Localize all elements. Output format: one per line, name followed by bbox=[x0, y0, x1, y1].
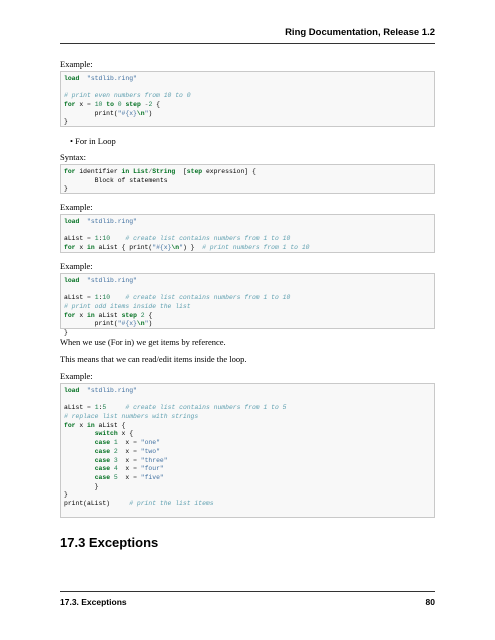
paragraph: When we use (For in) we get items by reference. bbox=[60, 337, 226, 347]
code-token: = bbox=[133, 447, 137, 455]
code-token: 1 bbox=[94, 404, 99, 412]
code-token: } bbox=[64, 329, 68, 337]
code-token: x bbox=[75, 421, 88, 429]
code-token: 2 bbox=[148, 101, 153, 109]
code-token: "one" bbox=[140, 439, 160, 447]
footer-rule bbox=[60, 591, 435, 592]
code-token: print( bbox=[64, 320, 118, 328]
code-token: step bbox=[125, 101, 141, 109]
code-token: 1 bbox=[113, 439, 118, 447]
code-token: } bbox=[64, 491, 68, 499]
code-token: } bbox=[64, 482, 99, 490]
code-token: } bbox=[64, 185, 68, 193]
code-line bbox=[64, 235, 434, 244]
code-line bbox=[64, 101, 434, 110]
code-token: in bbox=[87, 421, 95, 429]
code-token: : bbox=[98, 294, 103, 302]
code-line bbox=[64, 312, 434, 321]
code-token: load bbox=[64, 387, 80, 394]
code-token bbox=[64, 439, 95, 446]
code-token: x bbox=[75, 101, 88, 109]
code-token: "#{x} bbox=[152, 244, 172, 252]
code-token: = bbox=[87, 101, 91, 109]
code-line bbox=[64, 430, 434, 439]
code-line bbox=[64, 404, 434, 413]
bullet-text: For in Loop bbox=[75, 136, 116, 146]
code-token: String bbox=[152, 168, 176, 175]
code-token: switch bbox=[94, 430, 118, 438]
code-token: x bbox=[117, 447, 134, 455]
code-block bbox=[60, 164, 435, 194]
code-token bbox=[64, 430, 95, 437]
code-token: "#{x} bbox=[117, 109, 137, 117]
code-token: - bbox=[144, 101, 149, 109]
code-line bbox=[64, 413, 434, 422]
code-token: = bbox=[87, 404, 91, 412]
code-token: to bbox=[106, 101, 114, 109]
section-heading: 17.3 Exceptions bbox=[60, 535, 159, 550]
code-token: 5 bbox=[102, 404, 107, 412]
code-token: # create list contains numbers from 1 to 10 bbox=[125, 294, 291, 302]
code-token: Block of statements bbox=[64, 176, 168, 184]
code-token: # print numbers from 1 to 10 bbox=[202, 244, 310, 252]
code-token: 1 bbox=[94, 235, 99, 243]
code-line bbox=[64, 177, 434, 186]
code-token bbox=[64, 457, 95, 464]
code-token: 10 bbox=[102, 235, 111, 243]
code-token: " bbox=[144, 320, 149, 328]
code-block bbox=[60, 383, 435, 518]
paragraph: Example: bbox=[60, 202, 93, 212]
code-token: 10 bbox=[102, 294, 111, 302]
code-token: # create list contains numbers from 1 to 5 bbox=[125, 404, 287, 412]
code-token: case bbox=[94, 447, 111, 455]
code-line bbox=[64, 303, 434, 312]
code-line bbox=[64, 387, 434, 396]
code-token: case bbox=[94, 465, 111, 473]
code-line bbox=[64, 448, 434, 457]
code-token: aList { bbox=[94, 421, 126, 429]
code-token: for bbox=[64, 311, 76, 319]
code-token: 4 bbox=[113, 465, 118, 473]
code-token: print(aList) bbox=[64, 499, 130, 507]
bullet-item bbox=[70, 136, 116, 146]
code-token: x bbox=[117, 465, 134, 473]
code-line bbox=[64, 118, 434, 127]
code-token: \n bbox=[171, 244, 180, 252]
code-block bbox=[60, 71, 435, 127]
code-token: "stdlib.ring" bbox=[87, 387, 137, 394]
code-token: ) } bbox=[182, 244, 203, 252]
code-token: } bbox=[64, 118, 68, 126]
code-line bbox=[64, 465, 434, 474]
code-line bbox=[64, 75, 434, 84]
code-token: step bbox=[121, 311, 137, 319]
paragraph: Example: bbox=[60, 371, 93, 381]
code-token: " bbox=[144, 109, 149, 117]
code-token: print( bbox=[64, 109, 118, 117]
code-token: "five" bbox=[140, 473, 164, 481]
code-line bbox=[64, 474, 434, 483]
paragraph: Example: bbox=[60, 261, 93, 271]
running-header: Ring Documentation, Release 1.2 bbox=[285, 27, 435, 38]
code-token bbox=[64, 474, 95, 481]
code-token: expression] { bbox=[202, 168, 256, 175]
code-token: identifier bbox=[75, 168, 122, 175]
code-token: 5 bbox=[113, 473, 118, 481]
code-line bbox=[64, 92, 434, 101]
code-token bbox=[64, 448, 95, 455]
code-token: ) bbox=[148, 109, 153, 117]
footer-section: 17.3. Exceptions bbox=[60, 597, 127, 607]
code-token: \n bbox=[136, 320, 145, 328]
paragraph: Example: bbox=[60, 59, 93, 69]
code-line bbox=[64, 168, 434, 177]
code-block bbox=[60, 273, 435, 337]
code-token: case bbox=[94, 456, 111, 464]
code-line bbox=[64, 439, 434, 448]
code-token: # print odd items inside the list bbox=[64, 303, 191, 311]
code-token: x bbox=[117, 456, 134, 464]
code-token: = bbox=[87, 235, 91, 243]
code-token: case bbox=[94, 473, 111, 481]
code-token: load bbox=[64, 75, 80, 82]
code-token bbox=[110, 294, 125, 301]
code-token: ) bbox=[148, 320, 153, 328]
code-token: = bbox=[133, 473, 137, 481]
page-number: 80 bbox=[425, 597, 435, 607]
code-token: aList bbox=[94, 311, 122, 319]
code-token: x bbox=[117, 439, 134, 447]
code-line bbox=[64, 286, 434, 295]
code-line bbox=[64, 227, 434, 236]
code-token: { bbox=[144, 311, 153, 319]
code-token: 1 bbox=[94, 294, 99, 302]
code-token: x { bbox=[117, 430, 134, 438]
paragraph: Syntax: bbox=[60, 152, 86, 162]
code-token: = bbox=[133, 456, 137, 464]
code-token: # print even numbers from 10 to 0 bbox=[64, 92, 191, 100]
code-token: for bbox=[64, 101, 76, 109]
code-token: "stdlib.ring" bbox=[87, 75, 137, 82]
code-token: # create list contains numbers from 1 to 10 bbox=[125, 235, 291, 243]
code-token: = bbox=[133, 465, 137, 473]
code-token bbox=[79, 277, 87, 284]
code-token: 0 bbox=[117, 101, 122, 109]
code-line bbox=[64, 320, 434, 329]
code-block bbox=[60, 214, 435, 253]
code-token bbox=[79, 387, 87, 394]
code-token: 2 bbox=[140, 311, 145, 319]
code-token: aList { print( bbox=[94, 244, 153, 252]
code-line bbox=[64, 84, 434, 93]
code-line bbox=[64, 294, 434, 303]
code-token: 10 bbox=[94, 101, 103, 109]
code-token: "stdlib.ring" bbox=[87, 277, 137, 284]
code-token bbox=[64, 465, 95, 472]
code-token: { bbox=[152, 101, 160, 109]
code-token: in bbox=[87, 244, 95, 252]
code-token: # replace list numbers with strings bbox=[64, 413, 199, 421]
code-token: x bbox=[117, 473, 134, 481]
code-token: "#{x} bbox=[117, 320, 137, 328]
code-token: for bbox=[64, 421, 76, 429]
code-token bbox=[79, 75, 87, 82]
code-token: "three" bbox=[140, 456, 168, 464]
code-line bbox=[64, 277, 434, 286]
code-token: [ bbox=[175, 168, 187, 175]
header-rule bbox=[60, 43, 435, 44]
code-line bbox=[64, 491, 434, 500]
code-token: / bbox=[148, 168, 153, 175]
code-token: List bbox=[133, 168, 149, 175]
code-token: "two" bbox=[140, 447, 160, 455]
code-token: " bbox=[179, 244, 183, 252]
code-token: 2 bbox=[113, 447, 118, 455]
code-token: step bbox=[186, 168, 203, 175]
code-token: \n bbox=[136, 109, 145, 117]
code-token: # print the list items bbox=[129, 499, 214, 507]
bullet-icon: • bbox=[70, 136, 76, 146]
code-token: x bbox=[75, 244, 88, 252]
code-token: for bbox=[64, 168, 76, 175]
code-line bbox=[64, 422, 434, 431]
code-line bbox=[64, 185, 434, 194]
paragraph: This means that we can read/edit items inside the loop. bbox=[60, 354, 247, 364]
code-line bbox=[64, 500, 434, 509]
code-token: 3 bbox=[113, 456, 118, 464]
code-line bbox=[64, 396, 434, 405]
code-token: aList bbox=[64, 404, 88, 412]
code-token: aList bbox=[64, 294, 88, 302]
code-token: = bbox=[133, 439, 137, 447]
code-token: : bbox=[98, 404, 103, 412]
code-token: "stdlib.ring" bbox=[87, 218, 137, 225]
code-line bbox=[64, 110, 434, 119]
code-token: case bbox=[94, 439, 111, 447]
code-token: = bbox=[87, 294, 91, 302]
code-token: aList bbox=[64, 235, 88, 243]
code-token: : bbox=[98, 235, 103, 243]
code-line bbox=[64, 483, 434, 492]
code-token: in bbox=[87, 311, 95, 319]
code-token: load bbox=[64, 277, 80, 284]
code-token: load bbox=[64, 218, 80, 225]
code-token bbox=[79, 218, 87, 225]
code-line bbox=[64, 218, 434, 227]
code-token: "four" bbox=[140, 465, 164, 473]
code-line bbox=[64, 244, 434, 253]
code-token: for bbox=[64, 244, 76, 252]
code-token bbox=[110, 235, 125, 242]
code-token: x bbox=[75, 311, 88, 319]
code-line bbox=[64, 457, 434, 466]
code-token bbox=[106, 404, 125, 411]
code-token: in bbox=[121, 168, 130, 175]
